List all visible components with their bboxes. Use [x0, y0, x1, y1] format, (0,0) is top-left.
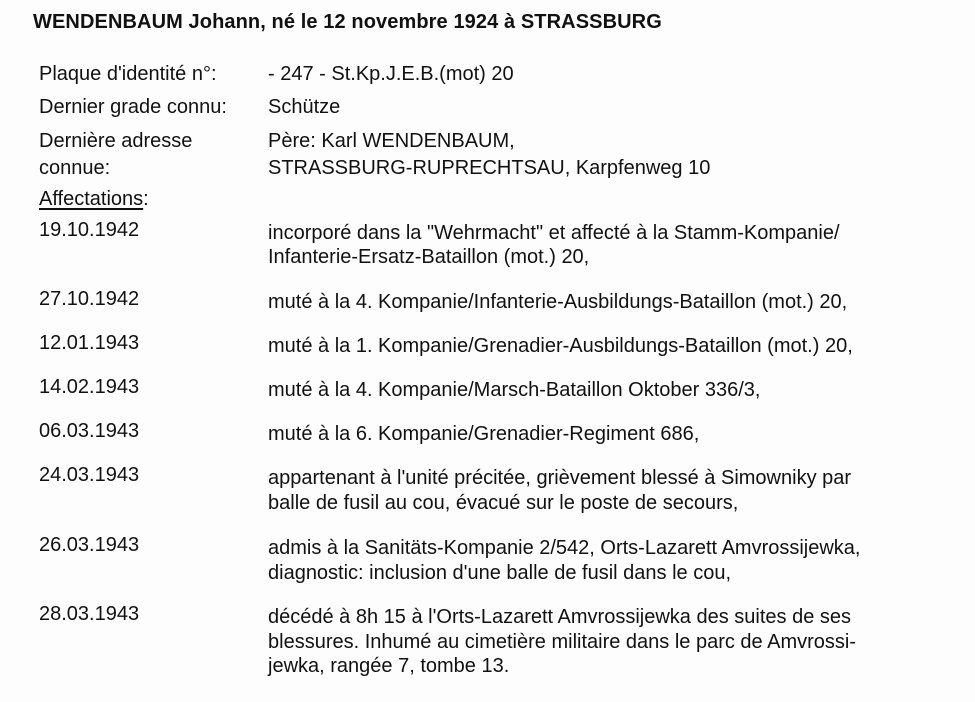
identity-address-value-line1: Père: Karl WENDENBAUM, [268, 130, 515, 152]
affectations-heading [39, 187, 149, 211]
entry-text-line: muté à la 6. Kompanie/Grenadier-Regiment 686, [268, 423, 700, 445]
identity-address-label-line1: Dernière adresse [39, 130, 193, 152]
identity-plaque-value: - 247 - St.Kp.J.E.B.(mot) 20 [268, 63, 514, 85]
entry-text-line: balle de fusil au cou, évacué sur le poste de secours, [268, 492, 739, 514]
entry-date: 26.03.1943 [39, 534, 140, 556]
entry-text-line: muté à la 4. Kompanie/Marsch-Bataillon Oktober 336/3, [268, 379, 761, 401]
entry-text-line: jewka, rangée 7, tombe 13. [268, 655, 510, 677]
entry-text-line: Infanterie-Ersatz-Bataillon (mot.) 20, [268, 246, 590, 268]
entry-text-line: incorporé dans la "Wehrmacht" et affecté à la Stamm-Kompanie/ [268, 222, 840, 244]
entry-date: 27.10.1942 [39, 288, 140, 310]
identity-address-value-line2: STRASSBURG-RUPRECHTSAU, Karpfenweg 10 [268, 157, 711, 179]
entry-date: 06.03.1943 [39, 420, 140, 442]
entry-text-line: diagnostic: inclusion d'une balle de fusil dans le cou, [268, 562, 732, 584]
entry-date: 19.10.1942 [39, 219, 140, 241]
entry-text-line: blessures. Inhumé au cimetière militaire dans le parc de Amvrossi- [268, 631, 857, 653]
entry-text-line: muté à la 1. Kompanie/Grenadier-Ausbildungs-Bataillon (mot.) 20, [268, 335, 853, 357]
identity-grade-value: Schütze [268, 96, 341, 118]
affectations-heading-text: Affectations [39, 188, 144, 210]
document-title: WENDENBAUM Johann, né le 12 novembre 1924 à STRASSBURG [33, 11, 662, 33]
entry-text-line: muté à la 4. Kompanie/Infanterie-Ausbildungs-Bataillon (mot.) 20, [268, 291, 848, 313]
affectations-heading-colon: : [143, 188, 149, 210]
identity-plaque-label: Plaque d'identité n°: [39, 63, 217, 85]
entry-text-line: décédé à 8h 15 à l'Orts-Lazarett Amvrossijewka des suites de ses [268, 606, 851, 628]
entry-text-line: admis à la Sanitäts-Kompanie 2/542, Orts-Lazarett Amvrossijewka, [268, 537, 861, 559]
entry-text-line: appartenant à l'unité précitée, grièvement blessé à Simowniky par [268, 467, 852, 489]
entry-date: 12.01.1943 [39, 332, 140, 354]
identity-address-label-line2: connue: [39, 157, 111, 179]
identity-grade-label: Dernier grade connu: [39, 96, 227, 118]
entry-date: 28.03.1943 [39, 603, 140, 625]
entry-date: 24.03.1943 [39, 464, 140, 486]
entry-date: 14.02.1943 [39, 376, 140, 398]
